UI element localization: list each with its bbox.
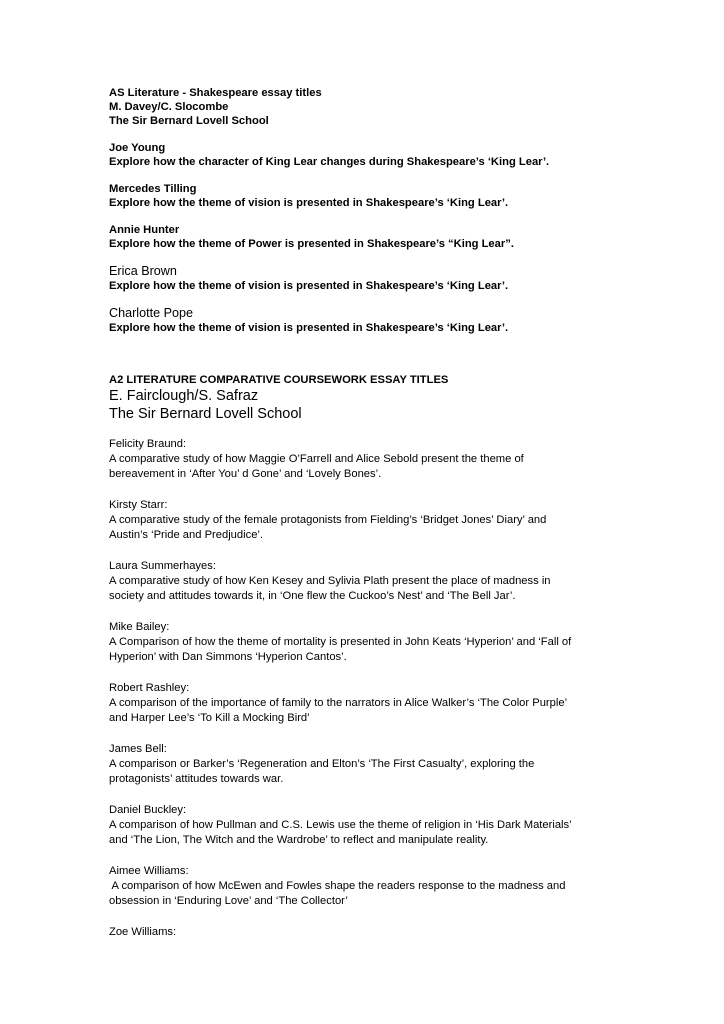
- essay-title-line: bereavement in ‘After You’ d Gone’ and ‘Lovely Bones’.: [109, 468, 382, 480]
- as-entry: [109, 263, 709, 293]
- essay-title-line: obsession in ‘Enduring Love’ and ‘The Collector’: [109, 895, 348, 907]
- document-page: [109, 86, 709, 956]
- a2-entry: [109, 925, 709, 940]
- a2-entry: [109, 803, 709, 848]
- a2-teachers: E. Fairclough/S. Safraz: [109, 388, 259, 404]
- student-name: Mike Bailey:: [109, 621, 170, 633]
- a2-entry: [109, 864, 709, 909]
- essay-title-line: A comparative study of how Maggie O’Farrell and Alice Sebold present the theme of: [109, 453, 524, 465]
- student-name: Erica Brown: [109, 264, 177, 278]
- a2-entry-list: [109, 437, 709, 940]
- essay-title-line: A comparison of the importance of family to the narrators in Alice Walker’s ‘The Color Purple’: [109, 697, 568, 709]
- a2-entry: [109, 742, 709, 787]
- essay-title-line: A comparison of how McEwen and Fowles shape the readers response to the madness and: [109, 880, 566, 892]
- essay-title: Explore how the theme of Power is presented in Shakespeare’s “King Lear”.: [109, 238, 514, 250]
- essay-title-line: and ‘The Lion, The Witch and the Wardrobe’ to reflect and manipulate reality.: [109, 834, 489, 846]
- a2-entry: [109, 620, 709, 665]
- student-name: James Bell:: [109, 743, 167, 755]
- student-name: Joe Young: [109, 142, 166, 154]
- essay-title-line: Hyperion’ with Dan Simmons ‘Hyperion Cantos’.: [109, 651, 347, 663]
- a2-entry: [109, 681, 709, 726]
- essay-title-line: A Comparison of how the theme of mortality is presented in John Keats ‘Hyperion’ and ‘Fall of: [109, 636, 572, 648]
- student-name: Laura Summerhayes:: [109, 560, 216, 572]
- student-name: Robert Rashley:: [109, 682, 190, 694]
- a2-section-header: [109, 373, 709, 423]
- essay-title-line: A comparison of how Pullman and C.S. Lewis use the theme of religion in ‘His Dark Materials’: [109, 819, 572, 831]
- as-teachers: M. Davey/C. Slocombe: [109, 101, 229, 113]
- essay-title: Explore how the theme of vision is presented in Shakespeare’s ‘King Lear’.: [109, 322, 509, 334]
- student-name: Aimee Williams:: [109, 865, 189, 877]
- student-name: Zoe Williams:: [109, 926, 177, 938]
- student-name: Annie Hunter: [109, 224, 180, 236]
- essay-title: Explore how the character of King Lear changes during Shakespeare’s ‘King Lear’.: [109, 156, 550, 168]
- student-name: Mercedes Tilling: [109, 183, 197, 195]
- student-name: Felicity Braund:: [109, 438, 187, 450]
- student-name: Charlotte Pope: [109, 306, 194, 320]
- as-entry: [109, 141, 709, 169]
- student-name: Kirsty Starr:: [109, 499, 168, 511]
- a2-entry: [109, 437, 709, 482]
- essay-title-line: A comparative study of the female protagonists from Fielding’s ‘Bridget Jones’ Diary’ and: [109, 514, 547, 526]
- as-section-header: [109, 86, 709, 128]
- essay-title-line: A comparative study of how Ken Kesey and Sylivia Plath present the place of madness in: [109, 575, 551, 587]
- essay-title: Explore how the theme of vision is presented in Shakespeare’s ‘King Lear’.: [109, 280, 509, 292]
- a2-heading: A2 LITERATURE COMPARATIVE COURSEWORK ESSAY TITLES: [109, 374, 449, 386]
- as-entry: [109, 223, 709, 251]
- as-heading: AS Literature - Shakespeare essay titles: [109, 87, 322, 99]
- essay-title-line: A comparison or Barker’s ‘Regeneration and Elton’s ‘The First Casualty’, exploring the: [109, 758, 535, 770]
- a2-entry: [109, 559, 709, 604]
- essay-title-line: and Harper Lee’s ‘To Kill a Mocking Bird’: [109, 712, 310, 724]
- as-entry: [109, 305, 709, 335]
- as-entry: [109, 182, 709, 210]
- essay-title-line: protagonists’ attitudes towards war.: [109, 773, 284, 785]
- as-school: The Sir Bernard Lovell School: [109, 115, 269, 127]
- a2-school: The Sir Bernard Lovell School: [109, 406, 302, 422]
- essay-title-line: Austin’s ‘Pride and Predjudice’.: [109, 529, 264, 541]
- student-name: Daniel Buckley:: [109, 804, 187, 816]
- a2-entry: [109, 498, 709, 543]
- essay-title-line: society and attitudes towards it, in ‘One flew the Cuckoo’s Nest’ and ‘The Bell Jar’.: [109, 590, 516, 602]
- essay-title: Explore how the theme of vision is presented in Shakespeare’s ‘King Lear’.: [109, 197, 509, 209]
